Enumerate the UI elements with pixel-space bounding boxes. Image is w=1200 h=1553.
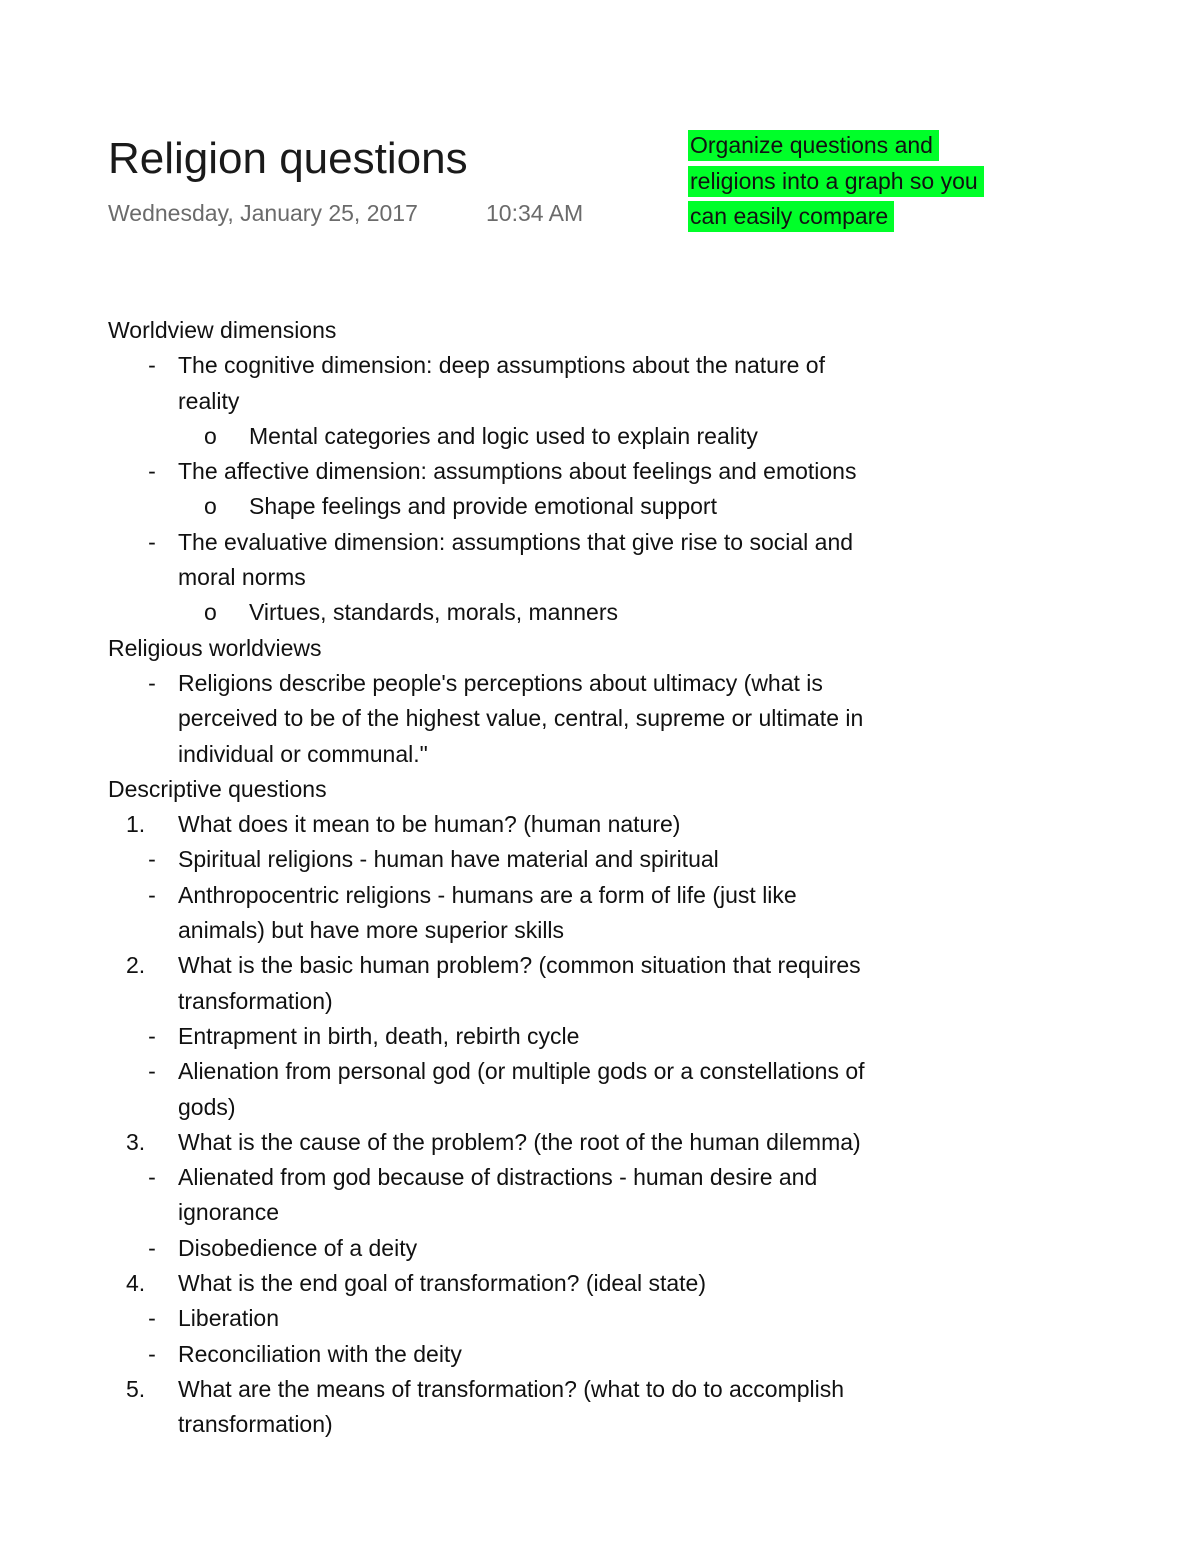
numbered-item [108, 807, 998, 842]
question-text-cont: transformation) [178, 987, 333, 1014]
bullet-text-cont: animals) but have more superior skills [178, 917, 565, 944]
dash-marker: - [148, 846, 156, 873]
section-heading-religious: Religious worldviews [108, 634, 322, 661]
dash-marker: - [148, 458, 156, 485]
bullet-item [108, 666, 998, 772]
question-text-cont: transformation) [178, 1411, 333, 1438]
circle-marker: o [204, 599, 217, 626]
dash-marker: - [148, 1234, 156, 1261]
sub-bullet-item [108, 595, 998, 630]
highlighted-note [688, 128, 1028, 235]
dash-marker: - [148, 1058, 156, 1085]
bullet-text: Spiritual religions - human have material and spiritual [178, 846, 719, 873]
numbered-item [108, 1266, 998, 1301]
bullet-item [108, 1337, 998, 1372]
number-marker: 1. [126, 811, 146, 838]
bullet-item [108, 1019, 998, 1054]
bullet-item [108, 348, 998, 419]
number-marker: 5. [126, 1375, 146, 1402]
bullet-item [108, 454, 998, 489]
dash-marker: - [148, 1340, 156, 1367]
bullet-item [108, 1231, 998, 1266]
sub-bullet-text: Shape feelings and provide emotional support [249, 493, 717, 520]
numbered-item [108, 948, 998, 1019]
bullet-text-cont: perceived to be of the highest value, central, supreme or ultimate in [178, 705, 864, 732]
sub-bullet-item [108, 419, 998, 454]
bullet-item [108, 878, 998, 949]
bullet-item [108, 1054, 998, 1125]
question-text: What is the cause of the problem? (the root of the human dilemma) [178, 1128, 861, 1155]
dash-marker: - [148, 352, 156, 379]
circle-marker: o [204, 422, 217, 449]
number-marker: 3. [126, 1128, 146, 1155]
number-marker: 4. [126, 1270, 146, 1297]
section-heading-descriptive: Descriptive questions [108, 775, 327, 802]
numbered-item [108, 1372, 998, 1443]
bullet-text-cont: reality [178, 387, 240, 414]
bullet-text: Liberation [178, 1305, 280, 1332]
bullet-text: Religions describe people's perceptions about ultimacy (what is [178, 669, 823, 696]
bullet-item [108, 1301, 998, 1336]
highlight-line: religions into a graph so you [688, 166, 984, 197]
dash-marker: - [148, 1164, 156, 1191]
bullet-text-cont: moral norms [178, 564, 306, 591]
page-time: 10:34 AM [486, 200, 584, 226]
question-text: What does it mean to be human? (human nature) [178, 811, 681, 838]
question-text: What are the means of transformation? (what to do to accomplish [178, 1375, 845, 1402]
sub-bullet-text: Mental categories and logic used to explain reality [249, 422, 758, 449]
bullet-text: Anthropocentric religions - humans are a form of life (just like [178, 881, 797, 908]
dash-marker: - [148, 1305, 156, 1332]
dash-marker: - [148, 528, 156, 555]
bullet-text: The evaluative dimension: assumptions that give rise to social and [178, 528, 854, 555]
number-marker: 2. [126, 952, 146, 979]
question-text: What is the basic human problem? (common situation that requires [178, 952, 861, 979]
sub-bullet-item [108, 489, 998, 524]
bullet-text: The affective dimension: assumptions about feelings and emotions [178, 458, 857, 485]
bullet-item [108, 1160, 998, 1231]
dash-marker: - [148, 881, 156, 908]
bullet-text: Reconciliation with the deity [178, 1340, 462, 1367]
note-body [108, 313, 998, 1443]
highlight-line: can easily compare [688, 201, 894, 232]
bullet-text: Disobedience of a deity [178, 1234, 418, 1261]
highlight-line: Organize questions and [688, 130, 939, 161]
sub-bullet-text: Virtues, standards, morals, manners [249, 599, 619, 626]
numbered-item [108, 1125, 998, 1160]
bullet-item [108, 842, 998, 877]
bullet-item [108, 525, 998, 596]
question-text: What is the end goal of transformation? (ideal state) [178, 1270, 707, 1297]
page-title: Religion questions [108, 134, 468, 183]
bullet-text: Entrapment in birth, death, rebirth cycle [178, 1022, 580, 1049]
circle-marker: o [204, 493, 217, 520]
dash-marker: - [148, 1022, 156, 1049]
dash-marker: - [148, 669, 156, 696]
bullet-text: Alienation from personal god (or multiple gods or a constellations of [178, 1058, 865, 1085]
bullet-text: The cognitive dimension: deep assumptions about the nature of [178, 352, 825, 379]
bullet-text-cont: ignorance [178, 1199, 280, 1226]
bullet-text-cont: gods) [178, 1093, 236, 1120]
section-heading-worldview: Worldview dimensions [108, 317, 337, 343]
page-date: Wednesday, January 25, 2017 [108, 200, 418, 226]
bullet-text-cont: individual or communal." [178, 740, 428, 767]
bullet-text: Alienated from god because of distractions - human desire and [178, 1164, 818, 1191]
